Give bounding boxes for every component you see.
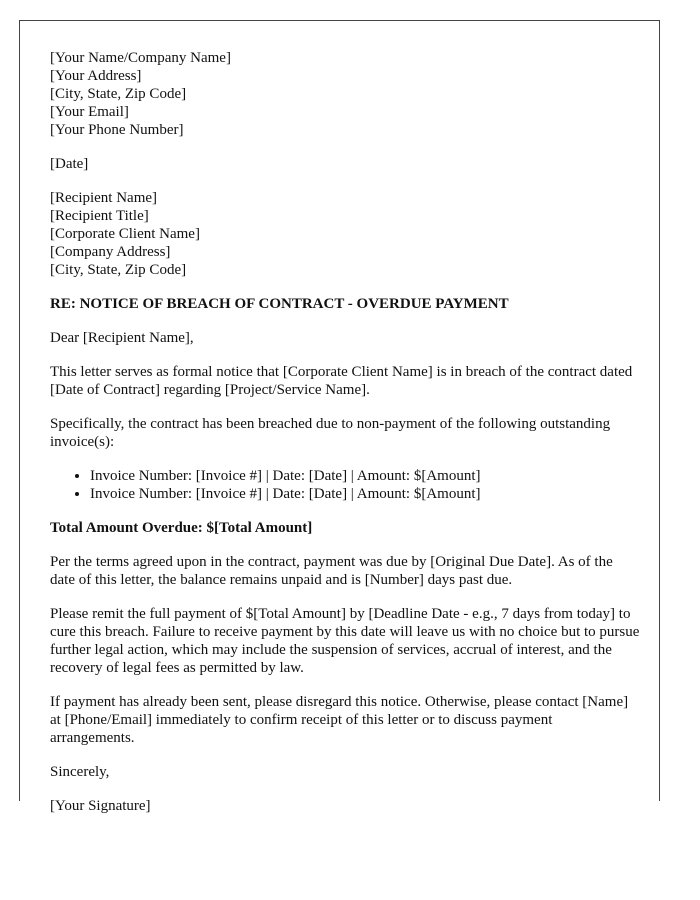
remit-paragraph: Please remit the full payment of $[Total Amount] by [Deadline Date - e.g., 7 days from today] to cure this breach. Failure to receive payment by this date will leave us with no choice but to pursue further legal action, which may include the suspension of services, accrual of interest, and the recovery of legal fees as permitted by law. [50,606,640,676]
invoice-item: • Invoice Number: [Invoice #] | Date: [Date] | Amount: $[Amount] [90,467,640,485]
closing: Sincerely, [50,764,110,780]
sender-name: [Your Name/Company Name] [50,50,231,66]
letter-page [19,20,660,814]
contact-paragraph: If payment has already been sent, please disregard this notice. Otherwise, please contact [Name] at [Phone/Email] immediately to confirm receipt of this letter or to discuss payment arrangements. [50,694,629,746]
sender-address: [Your Address] [50,68,142,84]
letter-date: [Date] [50,156,89,172]
sender-block [50,49,640,139]
recipient-city-state-zip: [City, State, Zip Code] [50,262,187,278]
subject-line: RE: NOTICE OF BREACH OF CONTRACT - OVERDUE PAYMENT [50,296,509,312]
total-overdue: Total Amount Overdue: $[Total Amount] [50,520,313,536]
sender-phone: [Your Phone Number] [50,122,184,138]
recipient-title: [Recipient Title] [50,208,149,224]
signature: [Your Signature] [50,798,151,814]
recipient-name: [Recipient Name] [50,190,158,206]
letter-content [50,49,640,815]
date-block [50,155,640,173]
recipient-company: [Corporate Client Name] [50,226,200,242]
sender-city-state-zip: [City, State, Zip Code] [50,86,187,102]
invoice-item: • Invoice Number: [Invoice #] | Date: [Date] | Amount: $[Amount] [90,485,640,503]
terms-paragraph: Per the terms agreed upon in the contract, payment was due by [Original Due Date]. As of the date of this letter, the balance remains unpaid and is [Number] days past due. [50,554,613,588]
intro-paragraph: This letter serves as formal notice that [Corporate Client Name] is in breach of the contract dated [Date of Contract] regarding [Project/Service Name]. [50,364,633,398]
invoice-list [50,467,640,503]
sender-email: [Your Email] [50,104,129,120]
specifics-paragraph: Specifically, the contract has been breached due to non-payment of the following outstanding invoice(s): [50,416,611,450]
salutation: Dear [Recipient Name], [50,330,194,346]
recipient-address: [Company Address] [50,244,171,260]
recipient-block [50,189,640,279]
